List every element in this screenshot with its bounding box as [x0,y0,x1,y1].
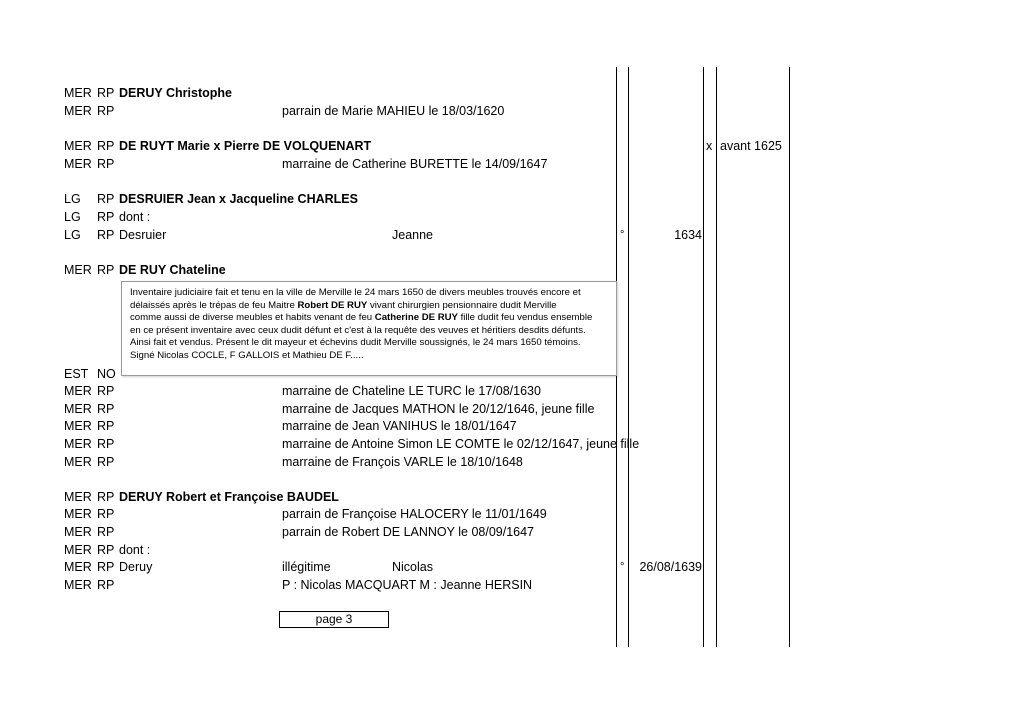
locality-code: MER [64,507,92,521]
table-row [0,137,1024,155]
note-text: délaissés après le trépas de feu Maitre [130,299,298,311]
birth-symbol: ° [620,229,625,241]
locality-code: MER [64,543,92,557]
note-line [130,312,608,325]
table-row [0,261,1024,279]
source-code: RP [97,192,115,206]
note-name-highlight: Robert DE RUY [297,299,368,311]
source-code: RP [97,525,115,539]
first-name: Jeanne [392,228,434,242]
detail-text: P : Nicolas MACQUART M : Jeanne HERSIN [282,578,533,592]
note-line: en ce présent inventaire avec ceux dudit défunt et c'est à la requête des veuves et héritiers desdits défunts. [130,324,586,336]
surname: Desruier [119,228,167,242]
note-line [130,300,608,313]
detail-text: marraine de Jean VANIHUS le 18/01/1647 [282,419,517,433]
table-row [0,84,1024,102]
family-heading: DE RUYT Marie x Pierre DE VOLQUENART [119,139,372,153]
locality-code: MER [64,578,92,592]
source-code: RP [97,104,115,118]
locality-code: LG [64,192,81,206]
table-row [0,488,1024,506]
locality-code: LG [64,210,81,224]
locality-code: EST [64,367,89,381]
table-row [0,417,1024,435]
detail-text: marraine de Jacques MATHON le 20/12/1646, jeune fille [282,402,595,416]
source-code: RP [97,157,115,171]
note-line: Ainsi fait et vendus. Présent le dit mayeur et échevins dudit Merville soussignés, le 24 mars 1650 témoins. [130,337,581,349]
table-row [0,226,1024,244]
source-code: RP [97,543,115,557]
family-heading: DE RUY Chateline [119,263,226,277]
children-label: dont : [119,210,151,224]
table-row [0,208,1024,226]
source-code: RP [97,490,115,504]
family-heading: DESRUIER Jean x Jacqueline CHARLES [119,192,358,206]
detail-text: illégitime [282,560,331,574]
source-code: RP [97,139,115,153]
locality-code: MER [64,402,92,416]
note-text: comme aussi de diverse meubles et habits venant de feu [130,312,375,324]
locality-code: MER [64,455,92,469]
family-heading: DERUY Christophe [119,86,232,100]
children-label: dont : [119,543,151,557]
table-row [0,382,1024,400]
table-row [0,505,1024,523]
note-text: vivant chirurgien pensionnaire dudit Merville [367,299,557,311]
surname: Deruy [119,560,153,574]
table-row [0,558,1024,576]
detail-text: parrain de Robert DE LANNOY le 08/09/1647 [282,525,535,539]
birth-symbol: ° [620,561,625,573]
locality-code: LG [64,228,81,242]
source-code: RP [97,437,115,451]
detail-text: marraine de Antoine Simon LE COMTE le 02/12/1647, jeune fille [282,437,640,451]
detail-text: marraine de Chateline LE TURC le 17/08/1630 [282,384,541,398]
table-row [0,155,1024,173]
detail-text: parrain de Françoise HALOCERY le 11/01/1649 [282,507,547,521]
source-code: RP [97,384,115,398]
marriage-mark: x [706,139,713,153]
source-code: RP [97,455,115,469]
page-number-label: page 3 [279,611,389,628]
birth-date: 26/08/1639 [639,560,702,574]
table-row [0,190,1024,208]
locality-code: MER [64,139,92,153]
source-code: RP [97,210,115,224]
note-line: Inventaire judiciaire fait et tenu en la ville de Merville le 24 mars 1650 de divers meubles trouvés encore et [130,287,581,298]
table-row [0,102,1024,120]
first-name: Nicolas [392,560,433,574]
cell-comment-note[interactable] [121,281,617,376]
locality-code: MER [64,86,92,100]
source-code: RP [97,507,115,521]
table-row [0,400,1024,418]
source-code: RP [97,86,115,100]
locality-code: MER [64,384,92,398]
table-row [0,435,1024,453]
table-row [0,453,1024,471]
locality-code: MER [64,560,92,574]
birth-date: 1634 [674,228,702,242]
detail-text: marraine de Catherine BURETTE le 14/09/1647 [282,157,548,171]
note-name-highlight: Catherine DE RUY [374,312,458,324]
source-code: RP [97,578,115,592]
source-code: RP [97,560,115,574]
table-row [0,541,1024,559]
source-code: RP [97,402,115,416]
locality-code: MER [64,104,92,118]
locality-code: MER [64,157,92,171]
source-code: RP [97,263,115,277]
source-code: RP [97,228,115,242]
table-row [0,576,1024,594]
marriage-date: avant 1625 [720,139,782,153]
locality-code: MER [64,437,92,451]
locality-code: MER [64,490,92,504]
locality-code: MER [64,263,92,277]
source-code: RP [97,419,115,433]
family-heading: DERUY Robert et Françoise BAUDEL [119,490,339,504]
source-code: NO [97,367,116,381]
locality-code: MER [64,419,92,433]
detail-text: marraine de François VARLE le 18/10/1648 [282,455,523,469]
note-text: fille dudit feu vendus ensemble [457,312,593,324]
locality-code: MER [64,525,92,539]
note-line: Signé Nicolas COCLE, F GALLOIS et Mathieu DE F..... [130,349,364,361]
detail-text: parrain de Marie MAHIEU le 18/03/1620 [282,104,505,118]
table-row [0,523,1024,541]
